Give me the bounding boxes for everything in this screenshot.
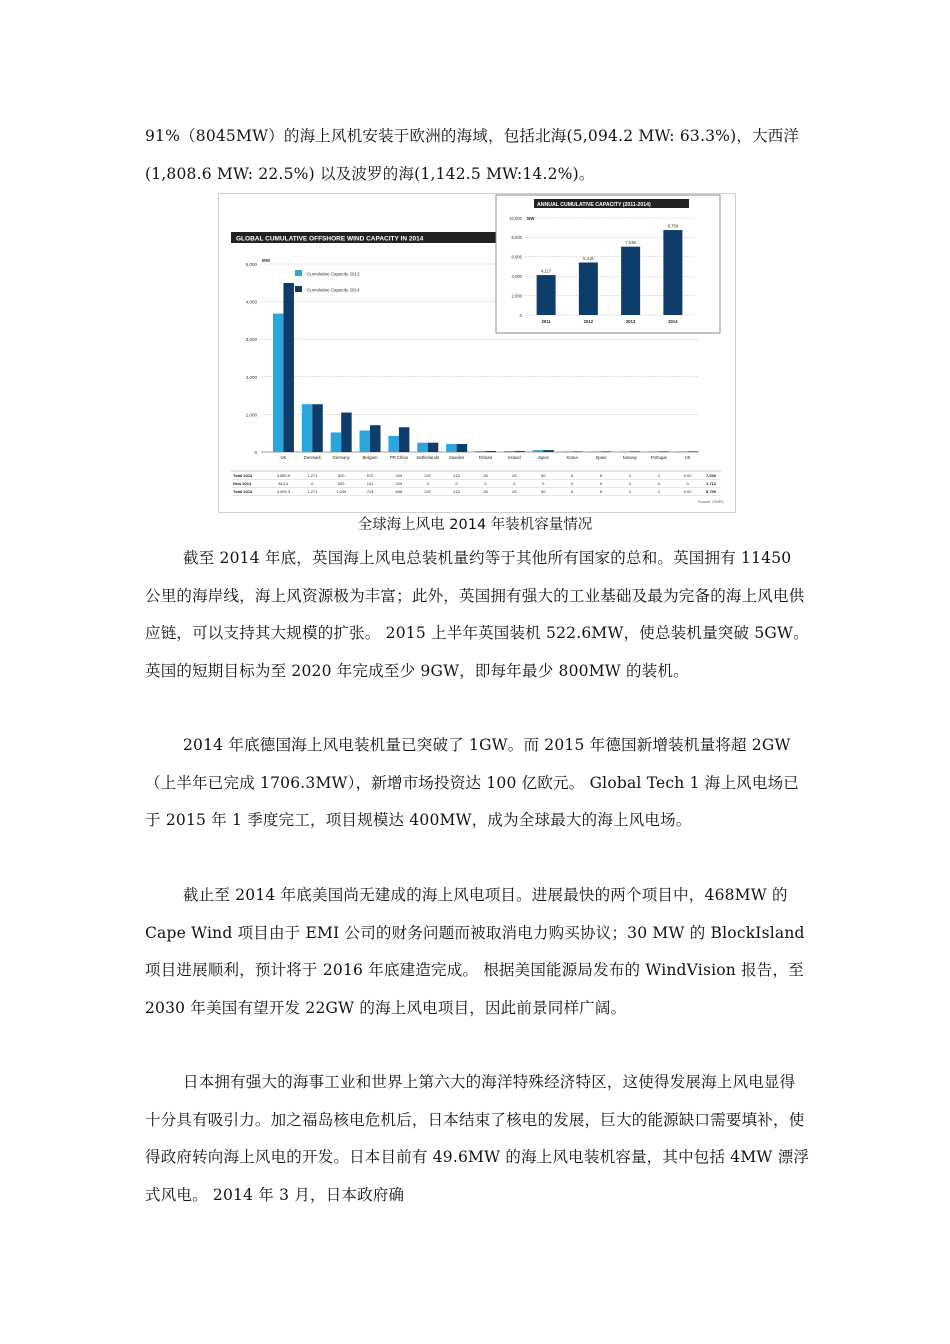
- inset-y-tick-label: 6,000: [511, 254, 522, 260]
- table-cell: 50: [541, 489, 546, 494]
- inset-y-tick-label: 0: [519, 312, 522, 318]
- table-cell: 247: [424, 489, 432, 494]
- table-cell: 3,680.9: [276, 473, 291, 478]
- table-cell: 141: [366, 481, 374, 486]
- main-y-tick-label: 4,000: [245, 299, 257, 305]
- inset-bar-2013: [621, 247, 640, 315]
- bar-2013-belgium: [360, 430, 371, 452]
- table-cell: 5: [599, 489, 603, 494]
- table-cell: 0: [628, 481, 631, 486]
- inset-bar-2011: [537, 275, 556, 315]
- bar-2013-ireland: [504, 451, 515, 452]
- table-cell: 26: [483, 489, 488, 494]
- x-tick-label: Finland: [478, 455, 493, 460]
- table-row-label: New 2014: [233, 481, 252, 486]
- table-cell: 572: [366, 473, 374, 478]
- bar-2013-norway: [619, 451, 630, 452]
- bar-2014-finland: [486, 451, 497, 452]
- bar-2014-uk: [283, 283, 294, 452]
- bar-2013-us: [677, 451, 688, 452]
- table-cell: 5: [599, 473, 603, 478]
- x-tick-label: Netherlands: [416, 455, 440, 460]
- table-cell: 0: [570, 481, 574, 486]
- table-cell: 0.02: [683, 489, 692, 494]
- paragraph-europe-share: 91%（8045MW）的海上风机安装于欧洲的海域，包括北海(5,094.2 MW: 63.3%)，大西洋(1,808.6 MW: 22.5%) 以及波罗的海(1,142.5 MW:14.2%)。: [145, 127, 800, 183]
- paragraph-japan: 日本拥有强大的海事工业和世界上第六大的海洋特殊经济特区，这使得发展海上风电显得十分具有吸引力。加之福岛核电危机后，日本结束了核电的发展，巨大的能源缺口需要填补，使得政府转向海上风电的开发。日本目前有 49.6MW 的海上风电装机容量，其中包括 4MW 漂浮式风电。 2014 年 3 月，日本政府确: [145, 1073, 810, 1204]
- bar-2014-us: [688, 451, 699, 452]
- table-cell: 0: [311, 481, 314, 486]
- table-cell: 212: [453, 489, 460, 494]
- table-cell: 713: [366, 489, 374, 494]
- table-cell: 212: [453, 473, 460, 478]
- bar-2013-pr-china: [388, 436, 399, 452]
- table-cell: 0: [513, 481, 516, 486]
- x-tick-label: Spain: [595, 455, 607, 460]
- x-tick-label: Germany: [332, 455, 350, 460]
- table-cell: 0: [455, 481, 458, 486]
- main-y-tick-label: 5,000: [245, 262, 257, 267]
- table-cell: 4,494.3: [276, 489, 291, 494]
- table-cell: 0: [599, 481, 603, 486]
- table-cell: 1,049: [336, 489, 347, 494]
- inset-y-tick-label: 4,000: [511, 274, 522, 279]
- x-tick-label: Sweden: [449, 455, 465, 460]
- table-cell: 429: [395, 473, 403, 478]
- inset-x-tick-label: 2014: [668, 319, 678, 324]
- x-tick-label: Norway: [622, 455, 637, 460]
- bar-2014-pr-china: [399, 427, 410, 452]
- x-tick-label: UK: [280, 455, 287, 460]
- bar-2014-spain: [601, 451, 612, 452]
- chart-source: Source: GWEC: [698, 500, 724, 504]
- x-tick-label: Portugal: [650, 455, 667, 460]
- bar-2013-netherlands: [417, 443, 428, 452]
- main-y-tick-label: 1,000: [245, 412, 257, 418]
- table-cell: 0.02: [683, 473, 692, 478]
- table-cell: 8,759: [705, 489, 717, 494]
- bar-2014-norway: [630, 451, 641, 452]
- main-chart-title: GLOBAL CUMULATIVE OFFSHORE WIND CAPACITY IN 2014: [236, 235, 424, 243]
- bar-2013-uk: [273, 314, 284, 452]
- bar-2013-spain: [590, 451, 601, 452]
- paragraph-uk: 截至 2014 年底，英国海上风电总装机量约等于其他所有国家的总和。英国拥有 11450 公里的海岸线，海上风资源极为丰富；此外，英国拥有强大的工业基础及最为完备的海上风电供应链，可以支持其大规模的扩张。 2015 上半年英国装机 522.6MW，使总装机量突破 5GW。英国的短期目标为至 2020 年完成至少 9GW，即每年最少 800MW 的装机。: [145, 549, 809, 680]
- inset-bar-2014: [663, 230, 682, 315]
- table-cell: 0: [484, 481, 487, 486]
- table-cell: 5: [570, 489, 574, 494]
- inset-y-tick-label: 8,000: [511, 235, 522, 241]
- bar-2014-portugal: [659, 451, 670, 452]
- bar-2013-germany: [331, 432, 342, 452]
- table-cell: 247: [424, 473, 432, 478]
- x-tick-label: Denmark: [303, 455, 321, 460]
- table-cell: 5: [570, 473, 574, 478]
- figure-caption: 全球海上风电 2014 年装机容量情况: [357, 517, 593, 533]
- table-cell: 0: [686, 481, 689, 486]
- bar-2014-denmark: [312, 404, 323, 452]
- table-cell: 658: [395, 489, 403, 494]
- table-cell: 0: [542, 481, 545, 486]
- bar-2013-sweden: [446, 444, 457, 452]
- bar-2014-korea: [572, 451, 583, 452]
- inset-x-tick-label: 2013: [625, 319, 636, 324]
- bar-2014-japan: [543, 450, 554, 452]
- x-tick-label: PR China: [389, 455, 408, 460]
- table-cell: 25: [512, 489, 517, 494]
- table-cell: 2: [657, 489, 660, 494]
- offshore-wind-figure: [218, 193, 736, 513]
- inset-value-label: 5,415: [583, 255, 594, 261]
- table-cell: 50: [541, 473, 546, 478]
- inset-x-tick-label: 2012: [583, 319, 594, 324]
- inset-title: ANNUAL CUMULATIVE CAPACITY (2011-2014): [537, 202, 651, 208]
- table-cell: 2: [628, 473, 631, 478]
- bar-2014-sweden: [457, 444, 468, 452]
- x-tick-label: Japan: [537, 455, 549, 460]
- bar-2014-ireland: [514, 451, 525, 452]
- inset-y-tick-label: 10,000: [509, 215, 522, 221]
- bar-2013-denmark: [302, 404, 313, 452]
- x-tick-label: Korea: [566, 455, 578, 460]
- table-cell: 26: [483, 473, 488, 478]
- legend-label-2013: Cumulative Capacity 2013: [307, 271, 360, 277]
- table-cell: 520: [337, 473, 345, 478]
- bar-2013-finland: [475, 451, 486, 452]
- table-row-label: Total 2014: [233, 489, 253, 494]
- table-cell: 7,046: [705, 473, 717, 478]
- bar-2014-netherlands: [428, 443, 439, 452]
- main-y-tick-label: 3,000: [245, 337, 257, 343]
- table-row-label: Total 2013: [233, 473, 253, 478]
- table-cell: 813.4: [278, 481, 289, 486]
- main-y-tick-label: 2,000: [245, 374, 257, 380]
- table-cell: 25: [512, 473, 517, 478]
- inset-value-label: 8,759: [667, 223, 679, 229]
- bar-2013-korea: [562, 451, 573, 452]
- bar-2014-germany: [341, 413, 352, 452]
- table-cell: 1,271: [307, 489, 318, 494]
- x-tick-label: Ireland: [507, 455, 521, 460]
- bar-2013-portugal: [648, 451, 659, 452]
- legend-swatch-2013: [295, 270, 302, 276]
- legend-label-2014: Cumulative Capacity 2014: [307, 287, 360, 293]
- main-y-tick-label: 0: [254, 450, 257, 455]
- bar-2014-belgium: [370, 425, 381, 452]
- offshore-wind-chart: [219, 194, 735, 512]
- table-cell: 2: [657, 473, 660, 478]
- table-cell: 0: [657, 481, 660, 486]
- table-cell: 229: [395, 481, 403, 486]
- inset-value-label: 4,117: [541, 268, 552, 274]
- paragraph-germany: 2014 年底德国海上风电装机量已突破了 1GW。而 2015 年德国新增装机量将超 2GW （上半年已完成 1706.3MW），新增市场投资达 100 亿欧元。 Global Tech 1 海上风电场已于 2015 年 1 季度完工，项目规模达 400MW，成为全球最大的海上风电场。: [145, 736, 799, 829]
- inset-bar-2012: [579, 262, 598, 315]
- table-cell: 2: [628, 489, 631, 494]
- inset-value-label: 7,046: [625, 240, 636, 246]
- legend-swatch-2014: [295, 286, 302, 292]
- table-cell: 0: [426, 481, 429, 486]
- x-tick-label: US: [684, 455, 691, 460]
- table-cell: 1,271: [307, 473, 318, 478]
- main-y-axis-unit: MW: [262, 258, 270, 263]
- x-tick-label: Belgium: [362, 455, 378, 460]
- inset-y-axis-unit: MW: [527, 215, 535, 221]
- table-cell: 529: [337, 481, 345, 486]
- table-cell: 1,713: [705, 481, 717, 486]
- bar-2013-japan: [533, 450, 544, 452]
- paragraph-us: 截止至 2014 年底美国尚无建成的海上风电项目。进展最快的两个项目中，468MW 的 Cape Wind 项目由于 EMI 公司的财务问题而被取消电力购买协议；30 MW 的 BlockIsland 项目进展顺利，预计将于 2016 年底建造完成。 根据美国能源局发布的 WindVision 报告，至 2030 年美国有望开发 22GW 的海上风电项目，因此前景同样广阔。: [145, 886, 805, 1017]
- inset-y-tick-label: 2,000: [511, 293, 522, 299]
- inset-x-tick-label: 2011: [541, 319, 551, 324]
